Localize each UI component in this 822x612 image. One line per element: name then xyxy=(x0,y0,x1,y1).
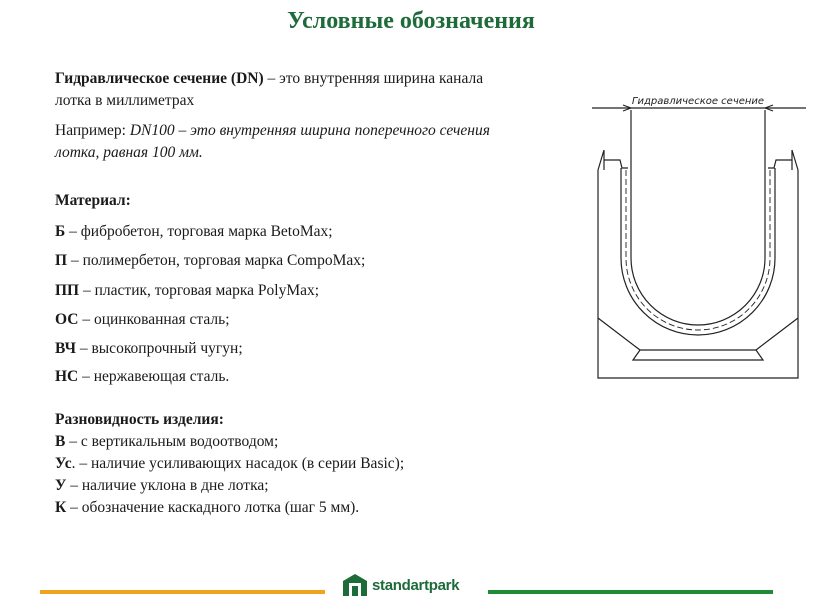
standartpark-logo-icon xyxy=(342,573,368,597)
variety-desc: – обозначение каскадного лотка (шаг 5 мм). xyxy=(66,499,360,516)
material-heading: Материал: xyxy=(55,192,131,209)
variety-desc: . – наличие усиливающих насадок (в серии Basic); xyxy=(71,455,405,472)
logo-text: standartpark xyxy=(372,576,460,594)
material-desc: – пластик, торговая марка PolyMax; xyxy=(79,282,320,299)
material-item xyxy=(55,309,230,331)
material-code: ОС xyxy=(55,311,79,328)
brand-logo xyxy=(342,572,459,598)
dn-example-line1 xyxy=(55,120,490,142)
material-code: ВЧ xyxy=(55,340,76,357)
variety-desc: – с вертикальным водоотводом; xyxy=(65,433,279,450)
dn-term: Гидравлическое сечение (DN) xyxy=(55,70,264,87)
variety-item xyxy=(55,453,404,475)
material-desc: – высокопрочный чугун; xyxy=(75,340,243,357)
variety-code: У xyxy=(55,477,67,494)
variety-code: Ус xyxy=(55,455,72,472)
dn-definition-line2: лотка в миллиметрах xyxy=(55,92,195,109)
material-desc: – фибробетон, торговая марка BetoMax; xyxy=(65,223,333,240)
material-code: Б xyxy=(55,223,66,240)
channel-cross-section-drawing xyxy=(588,88,810,386)
material-desc: – нержавеющая сталь. xyxy=(78,368,230,385)
variety-item xyxy=(55,431,278,453)
variety-code: К xyxy=(55,499,67,516)
footer-line-left xyxy=(40,590,325,594)
variety-code: В xyxy=(55,433,66,450)
dn-definition-line1 xyxy=(55,68,483,90)
dn-definition-rest: – это внутренняя ширина канала xyxy=(263,70,484,87)
material-code: ПП xyxy=(55,282,80,299)
material-item xyxy=(55,366,229,388)
variety-heading: Разновидность изделия: xyxy=(55,411,224,428)
page-title: Условные обозначения xyxy=(287,8,535,34)
variety-desc: – наличие уклона в дне лотка; xyxy=(66,477,269,494)
material-desc: – полимербетон, торговая марка CompoMax; xyxy=(67,252,366,269)
material-code: НС xyxy=(55,368,79,385)
material-code: П xyxy=(55,252,68,269)
dn-example-line2: лотка, равная 100 мм. xyxy=(55,144,203,161)
dn-example-text: DN100 – это внутренняя ширина поперечного сечения xyxy=(129,122,490,139)
variety-item xyxy=(55,475,269,497)
material-item xyxy=(55,250,365,272)
material-item xyxy=(55,338,243,360)
dn-example-prefix: Например: xyxy=(55,122,130,139)
material-item xyxy=(55,280,319,302)
material-item xyxy=(55,221,333,243)
hydraulic-section-label: Гидравлическое сечение xyxy=(631,96,765,107)
footer-line-right xyxy=(488,590,773,594)
variety-item xyxy=(55,497,359,519)
material-desc: – оцинкованная сталь; xyxy=(78,311,230,328)
